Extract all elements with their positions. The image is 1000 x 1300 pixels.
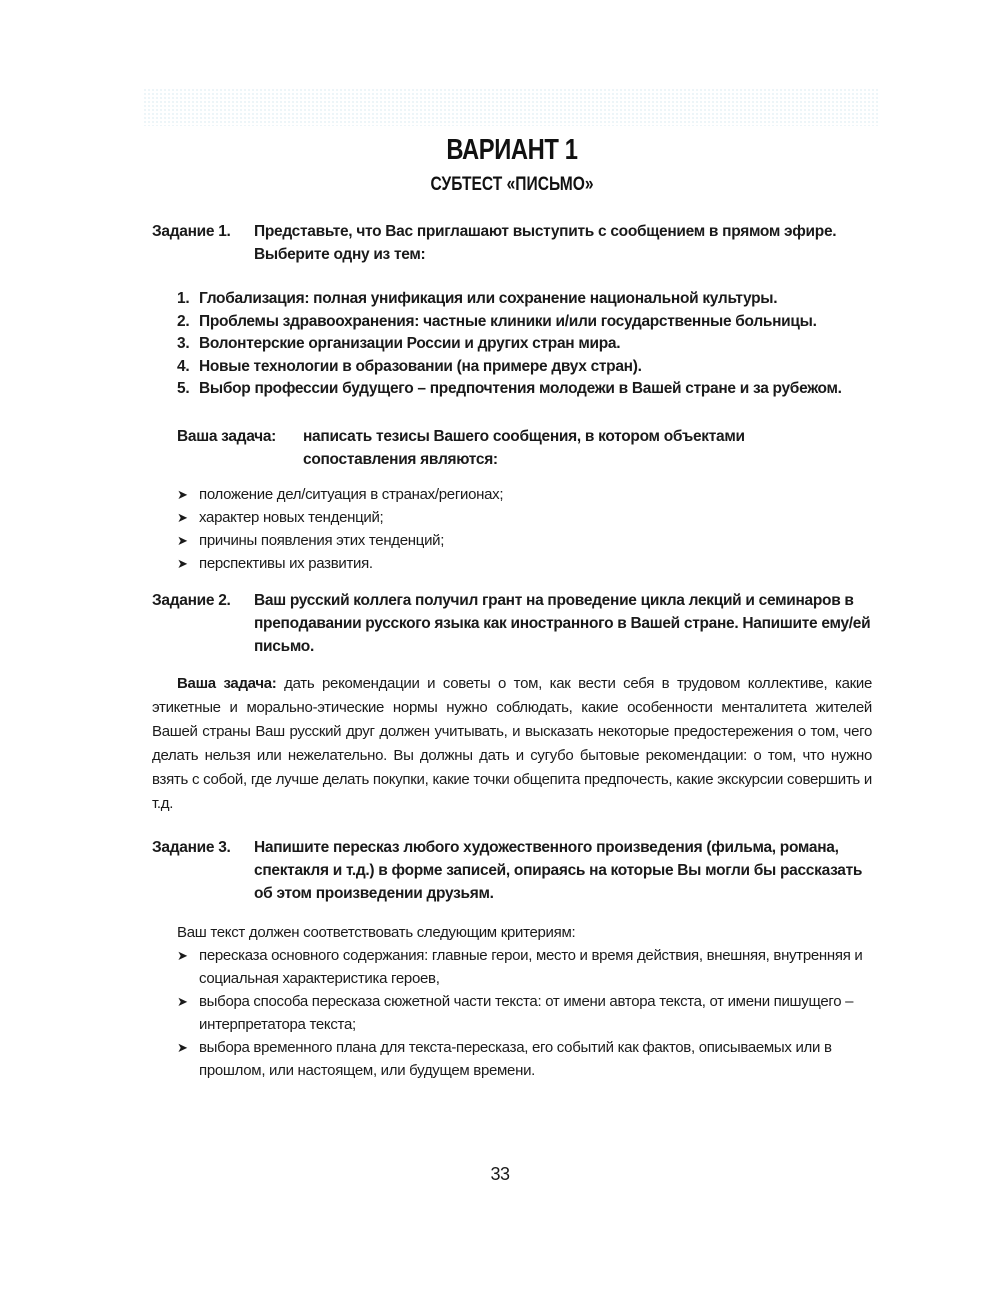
topic-item	[177, 356, 872, 379]
criteria-item	[177, 483, 872, 506]
topic-number: 2.	[177, 312, 190, 330]
task-3-label: Задание 3.	[152, 838, 231, 856]
task-1-criteria-list	[177, 483, 872, 575]
arrow-bullet-icon: ➤	[177, 993, 188, 1009]
topic-list	[152, 288, 872, 401]
task-2-label: Задание 2.	[152, 591, 231, 609]
task-3-criteria-list	[177, 944, 872, 1082]
task-1-goal-label: Ваша задача:	[177, 427, 277, 445]
task-3-text: Напишите пересказ любого художественного произведения (фильма, романа, спектакля и т.д.) в форме записей, опираясь на которые Вы могли бы рассказать об этом произведении друзьям.	[254, 838, 863, 902]
criteria-item	[177, 552, 872, 575]
page-content	[152, 132, 872, 1082]
criteria-item	[177, 990, 872, 1036]
arrow-bullet-icon: ➤	[177, 532, 188, 548]
arrow-bullet-icon: ➤	[177, 555, 188, 571]
arrow-bullet-icon: ➤	[177, 1039, 188, 1055]
topic-item	[177, 288, 872, 311]
topic-item	[177, 378, 872, 401]
arrow-bullet-icon: ➤	[177, 486, 188, 502]
arrow-bullet-icon: ➤	[177, 947, 188, 963]
topic-text: Выбор профессии будущего – предпочтения молодежи в Вашей стране и за рубежом.	[199, 380, 842, 397]
topic-item	[177, 333, 872, 356]
task-3	[152, 836, 872, 905]
criteria-text: перспективы их развития.	[199, 554, 373, 572]
topic-text: Глобализация: полная унификация или сохранение национальной культуры.	[199, 290, 778, 307]
criteria-item	[177, 1036, 872, 1082]
criteria-text: положение дел/ситуация в странах/регионах;	[199, 485, 504, 503]
criteria-text: характер новых тенденций;	[199, 508, 384, 526]
topic-item	[177, 311, 872, 334]
topic-number: 3.	[177, 335, 190, 352]
topic-number: 4.	[177, 357, 190, 375]
criteria-item	[177, 944, 872, 990]
task-1-goal-text: написать тезисы Вашего сообщения, в котором объектами сопоставления являются:	[303, 427, 745, 468]
task-3-criteria-intro: Ваш текст должен соответствовать следующим критериям:	[177, 923, 576, 941]
topic-text: Волонтерские организации России и других стран мира.	[199, 335, 621, 352]
task-2-goal-label: Ваша задача:	[177, 674, 277, 692]
task-1-goal	[177, 425, 872, 471]
topic-text: Новые технологии в образовании (на примере двух стран).	[199, 357, 642, 375]
topic-number: 1.	[177, 290, 190, 307]
task-1	[152, 220, 872, 266]
page-title: ВАРИАНТ 1	[446, 134, 578, 166]
criteria-item	[177, 529, 872, 552]
page-number: 33	[490, 1164, 510, 1184]
topic-text: Проблемы здравоохранения: частные клиники и/или государственные больницы.	[199, 312, 817, 330]
criteria-text: выбора способа пересказа сюжетной части текста: от имени автора текста, от имени пишущего – интерпретатора текста;	[199, 992, 854, 1033]
topic-number: 5.	[177, 380, 190, 397]
criteria-text: причины появления этих тенденций;	[199, 531, 445, 549]
task-1-text: Представьте, что Вас приглашают выступить с сообщением в прямом эфире. Выберите одну из тем:	[254, 223, 837, 263]
task-2-text: Ваш русский коллега получил грант на проведение цикла лекций и семинаров в преподавании русского языка как иностранного в Вашей стране. Напишите ему/ей письмо.	[254, 591, 871, 655]
criteria-item	[177, 506, 872, 529]
criteria-text: выбора временного плана для текста-пересказа, его событий как фактов, описываемых или в прошлом, или настоящем, или будущем времени.	[199, 1038, 832, 1079]
header-decoration-band	[143, 88, 880, 126]
task-2-goal	[152, 672, 872, 816]
page-subtitle: СУБТЕСТ «ПИСЬМО»	[430, 174, 594, 195]
criteria-text: пересказа основного содержания: главные герои, место и время действия, внешняя, внутренняя и социальная характеристика героев,	[199, 946, 863, 987]
task-2	[152, 589, 872, 658]
task-1-label: Задание 1.	[152, 223, 231, 240]
task-2-goal-text: дать рекомендации и советы о том, как вести себя в трудовом коллективе, какие этикетные и морально-этические нормы нужно соблюдать, какие особенности менталитета жителей Вашей страны Ваш русский друг должен учитывать, и высказать некоторые предостережения о том, чего делать нельзя или нежелательно. Вы должны дать и сугубо бытовые рекомендации: о том, что нужно взять с собой, где лучше делать покупки, какие точки общепита предпочесть, какие экскурсии совершить и т.д.	[152, 674, 872, 812]
arrow-bullet-icon: ➤	[177, 509, 188, 525]
